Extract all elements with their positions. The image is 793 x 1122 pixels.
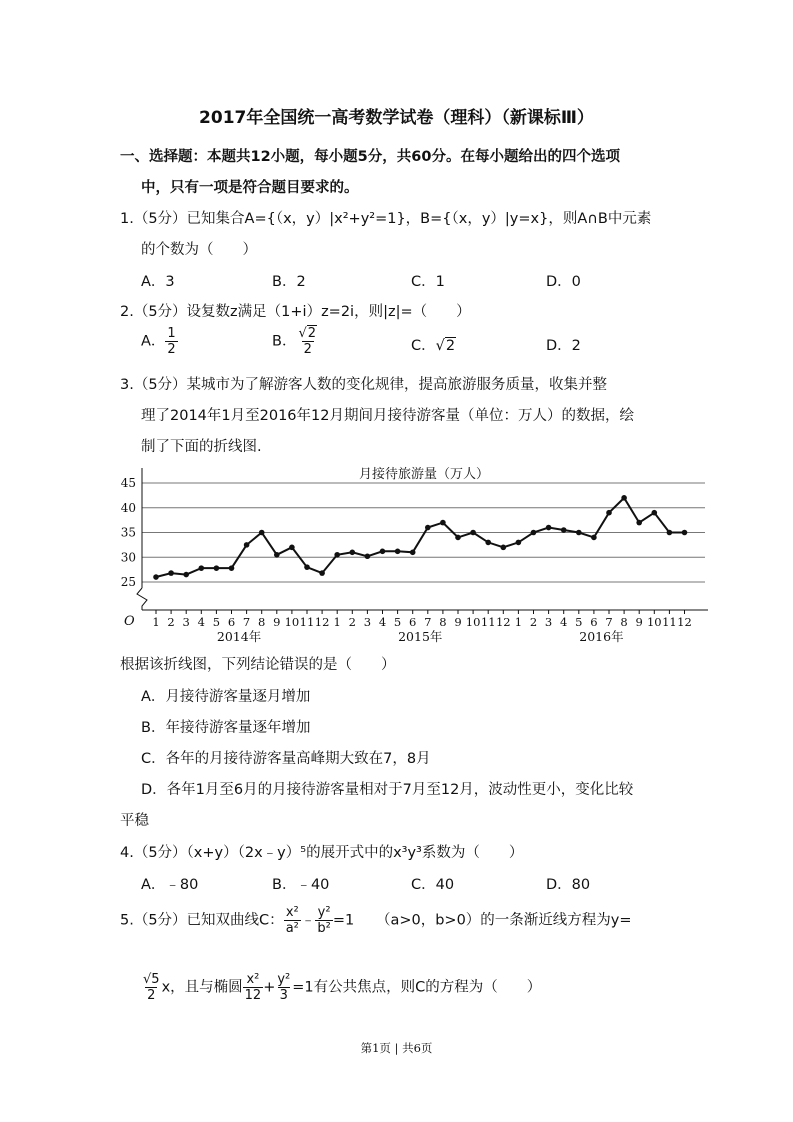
data-point [350,550,356,556]
q5-fraction-y2-3 [275,972,292,1003]
x-tick-label: 4 [560,615,568,629]
x-tick-label: 2 [529,615,538,629]
q5-minus: ﹣ [300,912,316,929]
data-point [289,545,295,551]
q4-option-a: A．﹣80 [141,877,199,893]
data-point [410,550,416,556]
data-point [516,540,522,546]
fraction-numerator: y² [277,972,291,987]
q5-text-line2 [141,972,541,1003]
x-tick-label: 12 [677,615,692,629]
page-title: 2017年全国统一高考数学试卷（理科）（新课标Ⅲ） [199,108,594,128]
x-tick-label: 10 [465,615,481,629]
q5-fraction-x2-12 [243,972,264,1003]
chart-x-ticks [152,610,691,629]
q5-text-line1 [120,905,632,936]
q2-option-b-fraction [296,326,319,357]
fraction-numerator: x² [285,905,299,920]
data-point [274,552,280,558]
page-footer: 第1页 | 共6页 [360,1041,433,1055]
x-tick-label: 5 [393,615,402,629]
data-point [214,565,220,571]
q5-line2-end: =1有公共焦点，则C的方程为（ ） [292,979,542,996]
data-point [606,510,612,516]
fraction-numerator: √2 [298,326,317,341]
q1-option-a: A．3 [141,274,175,290]
data-point [531,530,537,536]
x-tick-label: 3 [182,615,190,629]
x-tick-label: 5 [212,615,221,629]
q1-text-line2: 的个数为（ ） [141,242,257,258]
data-point [470,530,476,536]
x-tick-label: 9 [454,615,462,629]
x-year-label: 2015年 [398,629,443,644]
q2-option-a-label: A． [141,333,166,350]
q2-option-b-label: B． [272,333,297,350]
q3-text-line1: 3.（5分）某城市为了解游客人数的变化规律，提高旅游服务质量，收集并整 [120,377,608,393]
data-point [576,530,582,536]
q3-option-d-continued: 平稳 [120,813,149,829]
data-point [183,572,189,578]
q2-option-c: C．√2 [411,338,456,354]
x-tick-label: 7 [424,615,432,629]
data-point [229,565,235,571]
q2-option-d: D．2 [546,338,581,354]
x-tick-label: 9 [273,615,281,629]
section-heading-line2: 中，只有一项是符合题目要求的。 [141,180,359,196]
q3-option-c: C．各年的月接待游客量高峰期大致在7，8月 [141,751,431,767]
data-point [365,553,371,559]
fraction-numerator: 1 [167,326,176,341]
data-point [304,564,310,570]
y-axis-break [137,588,147,610]
data-point [501,545,507,551]
data-point [682,530,688,536]
y-tick-label: 35 [120,525,136,540]
q1-option-b: B．2 [272,274,306,290]
q5-plus: + [263,979,276,996]
data-point [425,525,431,531]
fraction-numerator: y² [317,905,331,920]
x-tick-label: 7 [605,615,613,629]
data-point [199,565,205,571]
x-tick-label: 11 [299,615,315,629]
x-tick-label: 12 [495,615,511,629]
data-point [440,520,446,526]
fraction-denominator: b² [317,921,331,936]
q3-option-a: A．月接待游客量逐月增加 [141,689,311,705]
q5-prefix: 5.（5分）已知双曲线C： [120,912,284,929]
x-year-label: 2016年 [579,629,624,644]
data-point [455,535,461,541]
x-tick-label: 4 [378,615,387,629]
y-tick-label: 45 [120,476,136,490]
q3-option-b: B．年接待游客量逐年增加 [141,720,311,736]
x-tick-label: 5 [575,615,583,629]
x-tick-label: 6 [227,615,236,629]
fraction-denominator: 2 [303,342,312,357]
fraction-denominator: a² [285,921,299,936]
data-point [667,530,673,536]
fraction-denominator: 2 [147,988,156,1003]
q2-option-a [141,326,178,357]
y-tick-label: 25 [120,575,136,589]
fraction-denominator: 3 [279,988,288,1003]
x-year-label: 2014年 [216,629,262,644]
chart-title: 月接待旅游量（万人） [358,467,490,482]
y-tick-label: 30 [120,550,136,565]
fraction-numerator: √5 [143,972,160,987]
q2-text: 2.（5分）设复数z满足（1+i）z=2i，则|z|=（ ） [120,304,471,320]
data-point [259,530,265,536]
q5-line2-mid: x，且与椭圆 [161,979,243,996]
x-tick-label: 11 [480,615,496,629]
q4-option-c: C．40 [411,877,455,893]
x-tick-label: 12 [314,615,330,629]
series-line [156,498,685,577]
fraction-numerator: x² [246,972,260,987]
x-tick-label: 9 [635,615,643,629]
x-tick-label: 2 [348,615,356,629]
q3-question: 根据该折线图，下列结论错误的是（ ） [120,657,396,673]
chart-origin-label: O [124,614,135,629]
fraction-denominator: 12 [244,988,262,1003]
chart-axes [137,468,708,610]
sqrt-radicand: 2 [307,326,317,341]
x-tick-label: 2 [167,615,175,629]
data-point [621,495,627,501]
fraction-denominator: 2 [167,342,176,357]
x-tick-label: 8 [620,615,628,629]
data-point [168,570,174,576]
q3-text-line3: 制了下面的折线图. [141,439,262,455]
x-tick-label: 1 [333,615,341,629]
x-tick-label: 3 [363,615,372,629]
q4-text: 4.（5分）（x+y）（2x﹣y）⁵的展开式中的x³y³系数为（ ） [120,845,524,861]
x-tick-label: 11 [662,615,677,629]
data-point [546,525,552,531]
x-tick-label: 10 [284,615,300,629]
x-tick-label: 8 [439,615,447,629]
q1-option-d: D．0 [546,274,581,290]
data-point [244,542,250,548]
q5-fraction-x2-a2 [284,905,301,936]
q2-option-a-fraction [165,326,177,357]
x-tick-label: 6 [590,615,598,629]
q2-option-c-label: C． [411,338,436,354]
q2-option-b [272,326,319,357]
q4-option-d: D．80 [546,877,591,893]
x-tick-label: 6 [409,615,417,629]
x-tick-label: 7 [242,615,251,629]
data-point [334,552,340,558]
line-chart [118,458,718,650]
y-tick-label: 40 [120,500,136,515]
sqrt-radicand: 2 [445,338,456,354]
chart-year-labels [217,629,624,644]
data-point [380,549,386,555]
q1-option-c: C．1 [411,274,445,290]
data-point [395,549,401,555]
data-point [153,574,159,580]
q5-fraction-y2-b2 [315,905,332,936]
chart-y-ticks [121,476,136,589]
x-tick-label: 10 [646,615,662,629]
data-point [485,540,491,546]
x-tick-label: 3 [544,615,553,629]
data-point [319,570,325,576]
q1-text-line1: 1.（5分）已知集合A={（x，y）|x²+y²=1}，B={（x，y）|y=x}，则A∩B中元素 [120,211,652,227]
x-tick-label: 1 [152,615,160,629]
x-tick-label: 1 [514,615,523,629]
section-heading-line1: 一、选择题：本题共12小题，每小题5分，共60分。在每小题给出的四个选项 [120,149,620,165]
q3-option-d: D．各年1月至6月的月接待游客量相对于7月至12月，波动性更小，变化比较 [141,782,634,798]
q5-fraction-sqrt5-2 [141,972,162,1003]
data-point [636,520,642,526]
x-tick-label: 4 [197,615,205,629]
data-point [561,527,567,533]
data-point [591,535,597,541]
q3-text-line2: 理了2014年1月至2016年12月期间月接待游客量（单位：万人）的数据，绘 [141,408,634,424]
x-tick-label: 8 [258,615,266,629]
q5-equation-rest: =1 （a>0，b>0）的一条渐近线方程为y= [332,912,632,929]
q4-option-b: B．﹣40 [272,877,330,893]
data-point [652,510,658,516]
